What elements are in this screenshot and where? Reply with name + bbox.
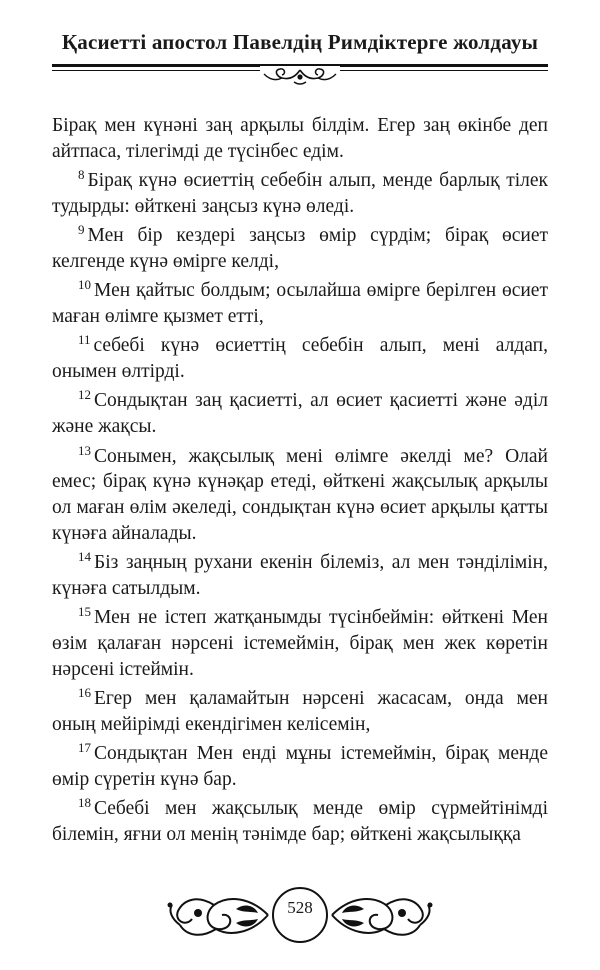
page-number: 528 (287, 898, 313, 917)
verse-number: 8 (78, 167, 85, 183)
verse-number: 15 (78, 604, 91, 620)
verse-text: Мен бір кездері заңсыз өмір сүрдім; бірақ өсиет келгенде күнә өмірге келді, (52, 225, 548, 272)
body-text (52, 113, 548, 852)
verse-number: 11 (78, 332, 91, 348)
flourish-ornament-icon (260, 66, 340, 86)
verse-number: 10 (78, 277, 91, 293)
verse-text: Мен не істеп жатқанымды түсінбеймін: өйткені Мен өзім қалаған нәрсені істемеймін, бірақ мен жек көретін нәрсені істеймін. (52, 607, 548, 680)
verse-number: 17 (78, 740, 91, 756)
verse (52, 605, 548, 682)
verse-number: 12 (78, 387, 91, 403)
verse (52, 741, 548, 793)
verse (52, 796, 548, 848)
verse (52, 278, 548, 330)
verse-text: Сондықтан Мен енді мұны істемеймін, бірақ менде өмір сүретін күнә бар. (52, 743, 548, 791)
verse-number: 18 (78, 795, 91, 811)
verse-text: Сонымен, жақсылық мені өлімге әкелді ме? Олай емес; бірақ күнә күнәқар етеді, өйткені жақсылық арқылы ол маған өлім әкеледі, сондықтан күнә өсиет арқылы қатты күнәға айналады. (52, 445, 548, 544)
verse (52, 333, 548, 385)
verse (52, 223, 548, 275)
verse (52, 388, 548, 440)
verse-text: Мен қайтыс болдым; осылайша өмірге берілген өсиет маған өлімге қызмет етті, (52, 280, 548, 328)
verse-text: себебі күнә өсиеттің себебін алып, мені алдап, онымен өлтірді. (52, 335, 548, 383)
verse-number: 14 (78, 549, 91, 565)
paragraph-text: Бірақ мен күнәні заң арқылы білдім. Егер заң өкінбе деп айтпаса, тілегімді де түсінбес едім. (52, 115, 548, 162)
verse-number: 9 (78, 222, 85, 238)
verse-text: Егер мен қаламайтын нәрсені жасасам, онда мен оның мейірімді екендігімен келісемін, (52, 688, 548, 736)
paragraph (52, 113, 548, 165)
verse-text: Сондықтан заң қасиетті, ал өсиет қасиетті және әділ және жақсы. (52, 390, 548, 438)
verse-number: 13 (78, 442, 91, 458)
verse-text: Біз заңның рухани екенін білеміз, ал мен тәнділімін, күнәға сатылдым. (52, 552, 548, 600)
verse (52, 686, 548, 738)
verse (52, 550, 548, 602)
verse (52, 444, 548, 547)
verse-number: 16 (78, 685, 91, 701)
verse-text: Бірақ күнә өсиеттің себебін алып, менде барлық тілек тудырды: өйткені заңсыз күнә өледі. (52, 170, 548, 217)
verse-text: Себебі мен жақсылық менде өмір сүрмейтінімді білемін, яғни ол менің тәнімде бар; өйткені жақсылыққа (52, 798, 548, 846)
running-header-title: Қасиетті апостол Павелдің Римдіктерге жолдауы (61, 30, 539, 54)
verse (52, 168, 548, 220)
